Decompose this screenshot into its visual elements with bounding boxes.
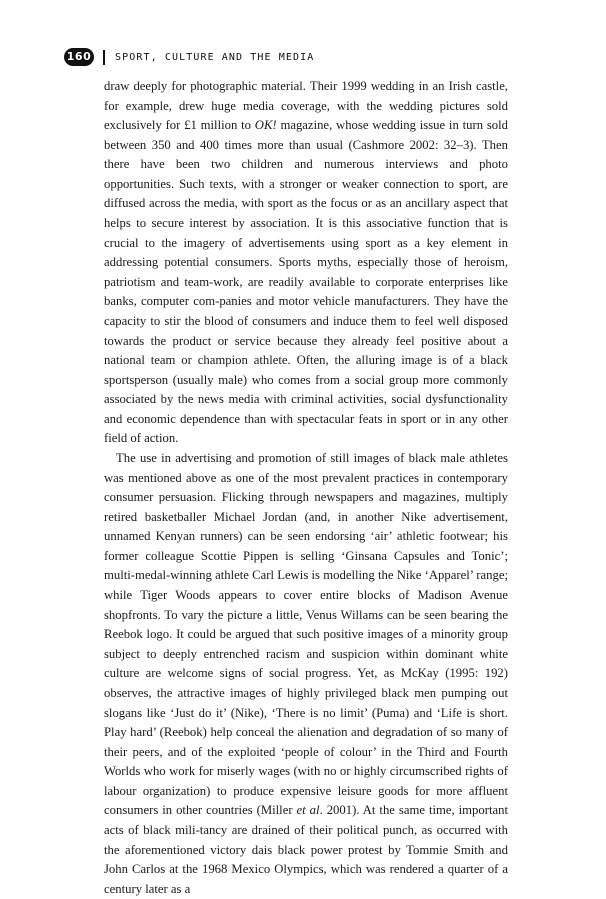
running-head-title: SPORT, CULTURE AND THE MEDIA <box>115 51 315 63</box>
paragraph-2 <box>104 449 508 899</box>
page-number-badge: 160 <box>64 48 94 66</box>
paragraph-2-text-1: The use in advertising and promotion of still images of black male athletes was mentioned above as one of the most prevalent practices in contemporary consumer persuasion. Flicking through newspapers and magazines, multiply retired basketballer Michael Jordan (and, in another Nike advertisement, unnamed Kenyan runners) can be seen endorsing ‘air’ athletic footwear; his former colleague Scottie Pippen is selling ‘Ginsana Capsules and Tonic’; multi-medal-winning athlete Carl Lewis is modelling the Nike ‘Apparel’ range; while Tiger Woods appears to cover entire blocks of Madison Avenue shopfronts. To vary the picture a little, Venus Willams can be seen bearing the Reebok logo. It could be argued that such positive images of a minority group subject to deeply entrenched racism and suspicion within dominant white culture are welcome signs of social progress. Yet, as McKay (1995: 192) observes, the attractive images of highly privileged black men pumping out slogans like ‘Just do it’ (Nike), ‘There is no limit’ (Puma) and ‘Life is short. Play hard’ (Reebok) help conceal the alienation and degradation of so many of their peers, and of the exploited ‘people of colour’ in the Third and Fourth Worlds who work for miserly wages (with no or highly circumscribed rights of labour organization) to produce expensive leisure goods for more affluent consumers in other countries (Miller <box>104 450 508 818</box>
paragraph-1-text-1: draw deeply for photographic material. Their 1999 wedding in an Irish castle, for example, drew huge media coverage, with the wedding pictures sold exclusively for £1 million to <box>104 79 508 133</box>
citation-et-al-italic: et al <box>296 803 320 818</box>
paragraph-1 <box>104 77 508 449</box>
paragraph-1-text-2: magazine, whose wedding issue in turn sold between 350 and 400 times more than usual (Cashmore 2002: 32–3). Then there have been two children and numerous interviews and photo opportunities. Such texts, with a stronger or weaker connection to sport, are diffused across the media, with sport as the focus or as an ancillary aspect that helps to secure interest by association. It is this associative function that is crucial to the imagery of advertisements using sport as a key element in addressing potential consumers. Sports myths, especially those of heroism, patriotism and team-work, are readily available to corporate enterprises like banks, computer com-panies and motor vehicle manufacturers. They have the capacity to stir the blood of consumers and induce them to feel well disposed towards the product or service because they already feel positive about a national team or champion athlete. Often, the alluring image is of a black sportsperson (usually male) who comes from a social group more commonly associated by the news media with criminal activities, social dysfunctionality and economic dependence than with spectacular feats in sport or in any other field of action. <box>104 118 508 446</box>
magazine-title-italic: OK! <box>254 118 277 133</box>
body-text <box>104 77 508 899</box>
header-divider <box>103 50 105 65</box>
running-header <box>64 48 314 66</box>
paragraph-2-text-2: . 2001). At the same time, important acts of black mili-tancy are drained of their political punch, as occurred with the aforementioned victory dais black power protest by Tommie Smith and John Carlos at the 1968 Mexico Olympics, which was rendered a quarter of a century later as a <box>104 803 508 896</box>
